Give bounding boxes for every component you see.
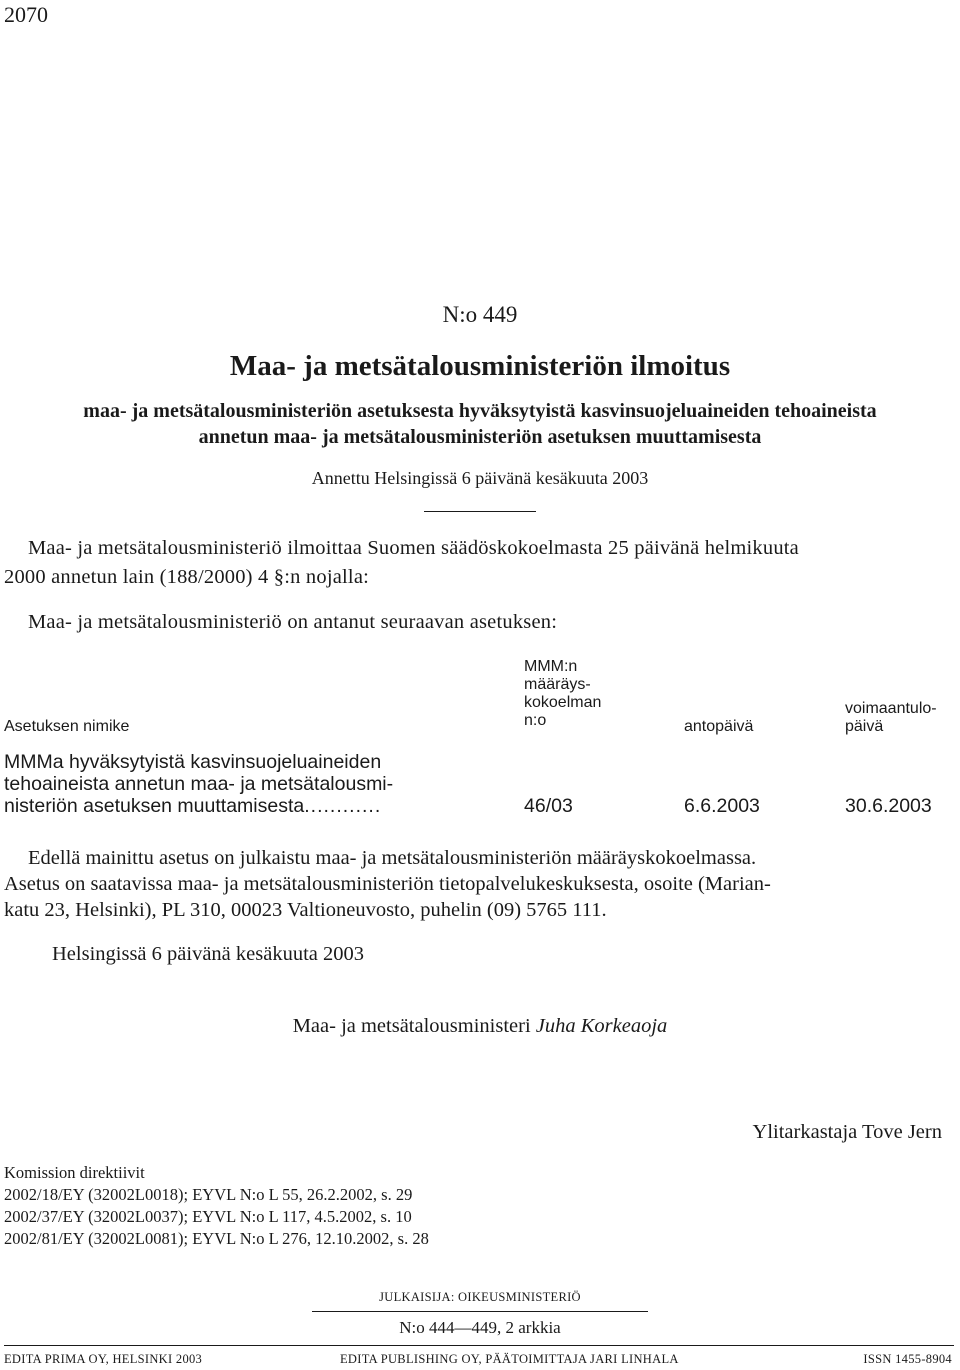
table-cell-number: 46/03 [524,795,573,817]
minister-title: Maa- ja metsätalousministeri [292,1015,531,1037]
subtitle-line: annetun maa- ja metsätalousministeriön asetuksen muuttamisesta [198,426,762,448]
directive-item: 2002/18/EY (32002L0018); EYVL N:o L 55, 26.2.2002, s. 29 [4,1185,413,1204]
printer-info: EDITA PRIMA OY, HELSINKI 2003 [4,1352,203,1366]
footer-divider [4,1345,954,1346]
directive-item: 2002/81/EY (32002L0081); EYVL N:o L 276, 12.10.2002, s. 28 [4,1229,429,1248]
body-paragraph-line: katu 23, Helsinki), PL 310, 00023 Valtioneuvosto, puhelin (09) 5765 111. [4,899,607,921]
dot-leaders: ............ [304,795,382,817]
editor-info: EDITA PUBLISHING OY, PÄÄTOIMITTAJA JARI LINHALA [340,1352,679,1366]
column-header-effective-date: voimaantulo- päivä [845,700,937,735]
document-number: N:o 449 [442,302,518,327]
sheet-info: N:o 444—449, 2 arkkia [399,1318,561,1337]
document-title: Maa- ja metsätalousministeriön ilmoitus [229,350,731,382]
directives-heading: Komission direktiivit [4,1163,145,1182]
minister-signature [0,1015,960,1038]
minister-name: Juha Korkeaoja [535,1015,668,1037]
intro-paragraph-line: Maa- ja metsätalousministeriö ilmoittaa Suomen säädöskokoelmasta 25 päivänä helmikuuta [28,537,799,559]
official-signature: Ylitarkastaja Tove Jern [752,1121,942,1143]
intro-statement: Maa- ja metsätalousministeriö on antanut seuraavan asetuksen: [28,611,558,633]
table-cell-effective-date: 30.6.2003 [845,795,932,817]
intro-paragraph-line: 2000 annetun lain (188/2000) 4 §:n nojalla: [4,566,370,588]
publisher: JULKAISIJA: OIKEUSMINISTERIÖ [379,1290,581,1304]
issn: ISSN 1455-8904 [863,1352,952,1366]
title-divider [424,511,536,512]
column-header-issue-date: antopäivä [684,718,754,735]
subtitle-line: maa- ja metsätalousministeriön asetuksesta hyväksytyistä kasvinsuojeluaineiden tehoaineista [83,400,877,422]
body-paragraph-line: Asetus on saatavissa maa- ja metsätalousministeriön tietopalvelukeskuksesta, osoite (Marian- [4,873,771,895]
place-and-date: Helsingissä 6 päivänä kesäkuuta 2003 [52,943,364,965]
table-row-name: MMMa hyväksytyistä kasvinsuojeluaineiden tehoaineista annetun maa- ja metsätalousmi- nisteriön asetuksen muuttamisesta............ [4,751,394,817]
table-cell-issue-date: 6.6.2003 [684,795,760,817]
page-number: 2070 [4,2,48,27]
column-header-name: Asetuksen nimike [4,718,130,735]
column-header-collection-number: MMM:n määräys- kokoelman n:o [524,658,602,729]
document-subtitle [0,398,960,450]
body-paragraph-line: Edellä mainittu asetus on julkaistu maa- ja metsätalousministeriön määräyskokoelmassa. [28,847,757,869]
directive-item: 2002/37/EY (32002L0037); EYVL N:o L 117, 4.5.2002, s. 10 [4,1207,412,1226]
given-date-line: Annettu Helsingissä 6 päivänä kesäkuuta 2003 [311,468,649,488]
publisher-divider [312,1311,648,1312]
